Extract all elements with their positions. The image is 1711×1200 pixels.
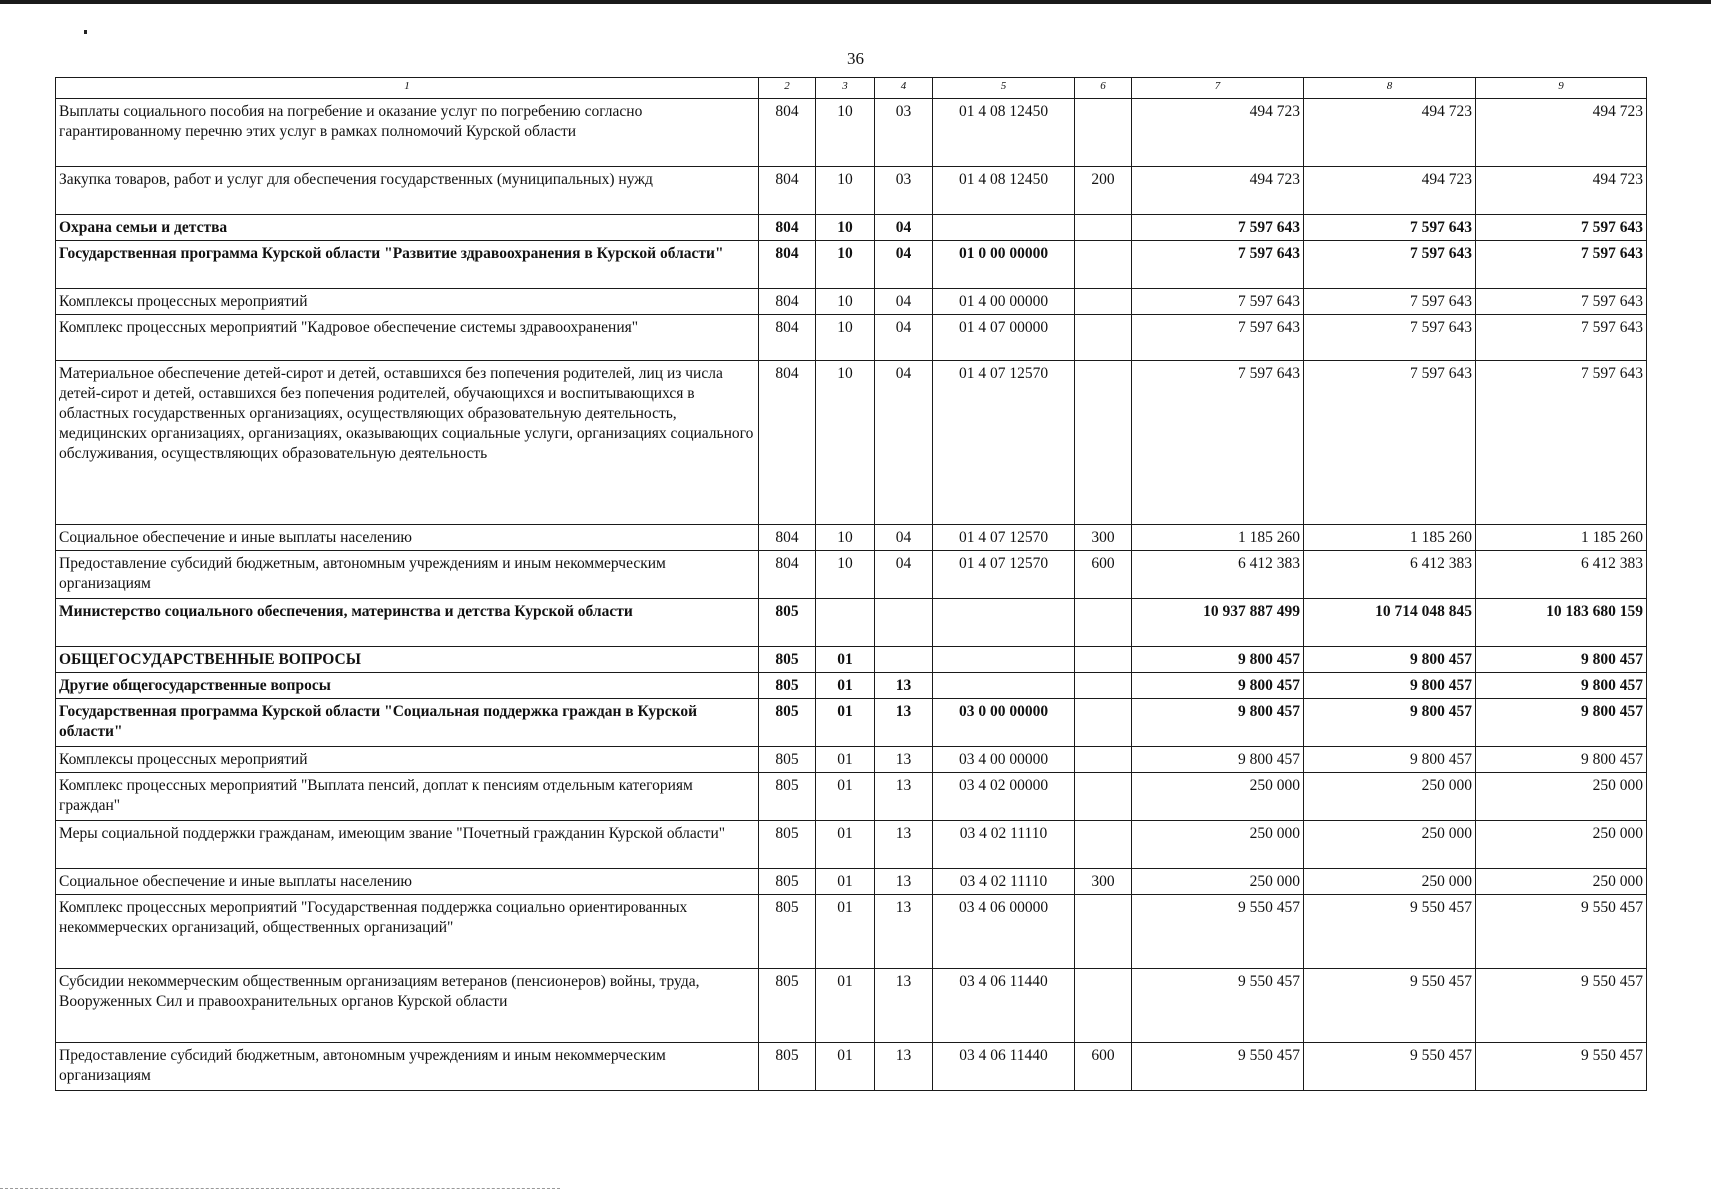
code-section: 01: [816, 673, 875, 699]
amount-year-3: 7 597 643: [1476, 289, 1647, 315]
row-description: Предоставление субсидий бюджетным, автономным учреждениям и иным некоммерческим организациям: [56, 1043, 759, 1091]
code-target-article: 03 0 00 00000: [933, 699, 1075, 747]
row-description: Закупка товаров, работ и услуг для обеспечения государственных (муниципальных) нужд: [56, 167, 759, 215]
amount-year-1: 7 597 643: [1132, 215, 1304, 241]
amount-year-3: 250 000: [1476, 821, 1647, 869]
amount-year-3: 9 550 457: [1476, 1043, 1647, 1091]
amount-year-1: 7 597 643: [1132, 289, 1304, 315]
amount-year-2: 10 714 048 845: [1304, 599, 1476, 647]
code-expense-type: [1075, 969, 1132, 1043]
code-target-article: 01 4 07 12570: [933, 551, 1075, 599]
amount-year-2: 9 800 457: [1304, 647, 1476, 673]
table-row: [56, 99, 1647, 167]
code-section: 01: [816, 747, 875, 773]
code-expense-type: [1075, 699, 1132, 747]
row-description: Государственная программа Курской области "Развитие здравоохранения в Курской области": [56, 241, 759, 289]
code-subsection: 13: [875, 747, 933, 773]
amount-year-1: 7 597 643: [1132, 315, 1304, 361]
row-description: Предоставление субсидий бюджетным, автономным учреждениям и иным некоммерческим организациям: [56, 551, 759, 599]
amount-year-2: 7 597 643: [1304, 315, 1476, 361]
code-expense-type: 600: [1075, 1043, 1132, 1091]
code-target-article: 03 4 06 00000: [933, 895, 1075, 969]
amount-year-2: 250 000: [1304, 869, 1476, 895]
code-expense-type: [1075, 747, 1132, 773]
code-ministry: 805: [759, 895, 816, 969]
amount-year-3: 10 183 680 159: [1476, 599, 1647, 647]
code-target-article: 03 4 00 00000: [933, 747, 1075, 773]
amount-year-1: 9 800 457: [1132, 699, 1304, 747]
column-number: 9: [1476, 78, 1647, 99]
code-subsection: 04: [875, 551, 933, 599]
table-row: [56, 747, 1647, 773]
code-expense-type: [1075, 215, 1132, 241]
row-description: Комплекс процессных мероприятий "Выплата пенсий, доплат к пенсиям отдельным категориям граждан": [56, 773, 759, 821]
amount-year-3: 9 550 457: [1476, 895, 1647, 969]
code-target-article: 01 4 08 12450: [933, 99, 1075, 167]
amount-year-2: 250 000: [1304, 773, 1476, 821]
code-target-article: [933, 673, 1075, 699]
code-ministry: 804: [759, 167, 816, 215]
code-subsection: 13: [875, 969, 933, 1043]
code-section: [816, 599, 875, 647]
code-expense-type: [1075, 673, 1132, 699]
code-ministry: 804: [759, 551, 816, 599]
code-subsection: 03: [875, 99, 933, 167]
amount-year-2: 7 597 643: [1304, 241, 1476, 289]
code-ministry: 805: [759, 673, 816, 699]
table-row: [56, 647, 1647, 673]
code-expense-type: [1075, 99, 1132, 167]
amount-year-3: 250 000: [1476, 869, 1647, 895]
amount-year-2: 9 800 457: [1304, 699, 1476, 747]
column-number: 3: [816, 78, 875, 99]
code-section: 01: [816, 821, 875, 869]
amount-year-3: 9 800 457: [1476, 673, 1647, 699]
row-description: Комплексы процессных мероприятий: [56, 289, 759, 315]
column-number: 2: [759, 78, 816, 99]
code-expense-type: [1075, 647, 1132, 673]
amount-year-3: 250 000: [1476, 773, 1647, 821]
code-expense-type: [1075, 599, 1132, 647]
code-section: 01: [816, 869, 875, 895]
code-section: 10: [816, 551, 875, 599]
code-target-article: 03 4 02 11110: [933, 821, 1075, 869]
amount-year-3: 6 412 383: [1476, 551, 1647, 599]
amount-year-1: 9 800 457: [1132, 647, 1304, 673]
amount-year-1: 494 723: [1132, 167, 1304, 215]
code-target-article: [933, 599, 1075, 647]
code-expense-type: [1075, 773, 1132, 821]
table-row: [56, 969, 1647, 1043]
code-section: 10: [816, 315, 875, 361]
column-number: 5: [933, 78, 1075, 99]
amount-year-1: 250 000: [1132, 869, 1304, 895]
amount-year-2: 9 800 457: [1304, 673, 1476, 699]
code-ministry: 804: [759, 215, 816, 241]
row-description: Материальное обеспечение детей-сирот и детей, оставшихся без попечения родителей, лиц из числа детей-сирот и детей, оставшихся без попечения родителей, обучающихся и воспитывающихся в областных государственных организациях, осуществляющих образовательную деятельность, медицинских организациях, организациях, оказывающих социальные услуги, организациях социального обслуживания, осуществляющих образовательную деятельность: [56, 361, 759, 525]
table-row: [56, 673, 1647, 699]
code-target-article: 03 4 06 11440: [933, 1043, 1075, 1091]
amount-year-2: 494 723: [1304, 167, 1476, 215]
row-description: Меры социальной поддержки гражданам, имеющим звание "Почетный гражданин Курской области": [56, 821, 759, 869]
table-row: [56, 361, 1647, 525]
scan-speck: [84, 30, 87, 34]
table-row: [56, 215, 1647, 241]
code-ministry: 804: [759, 241, 816, 289]
code-ministry: 804: [759, 525, 816, 551]
table-row: [56, 289, 1647, 315]
amount-year-1: 7 597 643: [1132, 361, 1304, 525]
code-expense-type: 300: [1075, 869, 1132, 895]
amount-year-3: 7 597 643: [1476, 241, 1647, 289]
page-top-border: [0, 0, 1711, 4]
code-section: 10: [816, 289, 875, 315]
row-description: Комплекс процессных мероприятий "Кадровое обеспечение системы здравоохранения": [56, 315, 759, 361]
code-section: 01: [816, 647, 875, 673]
amount-year-2: 1 185 260: [1304, 525, 1476, 551]
code-subsection: 04: [875, 241, 933, 289]
amount-year-3: 7 597 643: [1476, 215, 1647, 241]
code-subsection: 03: [875, 167, 933, 215]
code-section: 10: [816, 361, 875, 525]
amount-year-3: 1 185 260: [1476, 525, 1647, 551]
code-section: 10: [816, 241, 875, 289]
code-ministry: 805: [759, 821, 816, 869]
amount-year-1: 9 550 457: [1132, 969, 1304, 1043]
code-subsection: 13: [875, 869, 933, 895]
code-target-article: 03 4 06 11440: [933, 969, 1075, 1043]
code-subsection: 13: [875, 1043, 933, 1091]
table-row: [56, 599, 1647, 647]
amount-year-2: 7 597 643: [1304, 215, 1476, 241]
code-subsection: 13: [875, 673, 933, 699]
code-expense-type: 600: [1075, 551, 1132, 599]
code-subsection: 04: [875, 525, 933, 551]
amount-year-3: 9 800 457: [1476, 647, 1647, 673]
column-number: 4: [875, 78, 933, 99]
amount-year-1: 9 800 457: [1132, 747, 1304, 773]
amount-year-1: 9 550 457: [1132, 1043, 1304, 1091]
amount-year-2: 9 550 457: [1304, 969, 1476, 1043]
amount-year-2: 250 000: [1304, 821, 1476, 869]
column-number-row: [56, 78, 1647, 99]
code-target-article: 01 4 07 12570: [933, 361, 1075, 525]
code-section: 01: [816, 699, 875, 747]
amount-year-2: 494 723: [1304, 99, 1476, 167]
row-description: Государственная программа Курской области "Социальная поддержка граждан в Курской области": [56, 699, 759, 747]
code-ministry: 805: [759, 969, 816, 1043]
amount-year-1: 9 550 457: [1132, 895, 1304, 969]
code-expense-type: [1075, 821, 1132, 869]
row-description: Субсидии некоммерческим общественным организациям ветеранов (пенсионеров) войны, труда, Вооруженных Сил и правоохранительных органов Курской области: [56, 969, 759, 1043]
code-subsection: [875, 599, 933, 647]
table-row: [56, 525, 1647, 551]
code-ministry: 805: [759, 773, 816, 821]
code-section: 10: [816, 215, 875, 241]
column-number: 1: [56, 78, 759, 99]
amount-year-2: 7 597 643: [1304, 361, 1476, 525]
amount-year-1: 1 185 260: [1132, 525, 1304, 551]
amount-year-2: 9 550 457: [1304, 895, 1476, 969]
amount-year-2: 9 550 457: [1304, 1043, 1476, 1091]
code-ministry: 805: [759, 747, 816, 773]
amount-year-2: 7 597 643: [1304, 289, 1476, 315]
amount-year-3: 9 800 457: [1476, 699, 1647, 747]
code-expense-type: 300: [1075, 525, 1132, 551]
code-target-article: [933, 215, 1075, 241]
amount-year-1: 7 597 643: [1132, 241, 1304, 289]
amount-year-2: 6 412 383: [1304, 551, 1476, 599]
code-expense-type: [1075, 289, 1132, 315]
code-target-article: 01 0 00 00000: [933, 241, 1075, 289]
code-ministry: 804: [759, 315, 816, 361]
amount-year-1: 250 000: [1132, 773, 1304, 821]
code-subsection: 13: [875, 821, 933, 869]
code-target-article: 01 4 00 00000: [933, 289, 1075, 315]
code-target-article: 03 4 02 11110: [933, 869, 1075, 895]
code-target-article: 01 4 08 12450: [933, 167, 1075, 215]
amount-year-3: 9 550 457: [1476, 969, 1647, 1043]
code-target-article: 03 4 02 00000: [933, 773, 1075, 821]
code-target-article: [933, 647, 1075, 673]
code-subsection: 04: [875, 289, 933, 315]
row-description: Комплексы процессных мероприятий: [56, 747, 759, 773]
code-ministry: 805: [759, 699, 816, 747]
code-ministry: 804: [759, 361, 816, 525]
code-target-article: 01 4 07 12570: [933, 525, 1075, 551]
code-ministry: 805: [759, 647, 816, 673]
code-ministry: 804: [759, 289, 816, 315]
amount-year-3: 494 723: [1476, 167, 1647, 215]
amount-year-2: 9 800 457: [1304, 747, 1476, 773]
code-expense-type: [1075, 241, 1132, 289]
scan-artifact-line: [0, 1188, 560, 1189]
code-ministry: 805: [759, 599, 816, 647]
amount-year-1: 250 000: [1132, 821, 1304, 869]
amount-year-3: 494 723: [1476, 99, 1647, 167]
row-description: Выплаты социального пособия на погребение и оказание услуг по погребению согласно гарантированному перечню этих услуг в рамках полномочий Курской области: [56, 99, 759, 167]
row-description: Комплекс процессных мероприятий "Государственная поддержка социально ориентированных некоммерческих организаций, общественных организаций": [56, 895, 759, 969]
code-expense-type: [1075, 895, 1132, 969]
table-row: [56, 821, 1647, 869]
table-row: [56, 1043, 1647, 1091]
code-subsection: 13: [875, 895, 933, 969]
code-ministry: 805: [759, 869, 816, 895]
table-row: [56, 895, 1647, 969]
row-description: Министерство социального обеспечения, материнства и детства Курской области: [56, 599, 759, 647]
row-description: Другие общегосударственные вопросы: [56, 673, 759, 699]
page-number: 36: [847, 49, 864, 68]
code-section: 01: [816, 969, 875, 1043]
code-subsection: 04: [875, 315, 933, 361]
amount-year-1: 10 937 887 499: [1132, 599, 1304, 647]
table-row: [56, 773, 1647, 821]
table-row: [56, 551, 1647, 599]
amount-year-3: 7 597 643: [1476, 315, 1647, 361]
code-subsection: 04: [875, 215, 933, 241]
table-row: [56, 315, 1647, 361]
table-body: [56, 99, 1647, 1091]
table-row: [56, 699, 1647, 747]
table-row: [56, 869, 1647, 895]
table-row: [56, 167, 1647, 215]
code-subsection: 04: [875, 361, 933, 525]
code-section: 01: [816, 1043, 875, 1091]
code-section: 10: [816, 525, 875, 551]
code-subsection: [875, 647, 933, 673]
row-description: Социальное обеспечение и иные выплаты населению: [56, 869, 759, 895]
code-expense-type: [1075, 361, 1132, 525]
row-description: Охрана семьи и детства: [56, 215, 759, 241]
code-expense-type: 200: [1075, 167, 1132, 215]
table-row: [56, 241, 1647, 289]
column-number: 7: [1132, 78, 1304, 99]
code-expense-type: [1075, 315, 1132, 361]
amount-year-3: 9 800 457: [1476, 747, 1647, 773]
code-section: 10: [816, 167, 875, 215]
column-number: 6: [1075, 78, 1132, 99]
code-ministry: 805: [759, 1043, 816, 1091]
code-target-article: 01 4 07 00000: [933, 315, 1075, 361]
code-subsection: 13: [875, 773, 933, 821]
column-number: 8: [1304, 78, 1476, 99]
row-description: Социальное обеспечение и иные выплаты населению: [56, 525, 759, 551]
amount-year-3: 7 597 643: [1476, 361, 1647, 525]
code-section: 01: [816, 773, 875, 821]
code-section: 10: [816, 99, 875, 167]
amount-year-1: 9 800 457: [1132, 673, 1304, 699]
amount-year-1: 6 412 383: [1132, 551, 1304, 599]
budget-table: [55, 77, 1647, 1091]
code-section: 01: [816, 895, 875, 969]
amount-year-1: 494 723: [1132, 99, 1304, 167]
row-description: ОБЩЕГОСУДАРСТВЕННЫЕ ВОПРОСЫ: [56, 647, 759, 673]
code-subsection: 13: [875, 699, 933, 747]
code-ministry: 804: [759, 99, 816, 167]
